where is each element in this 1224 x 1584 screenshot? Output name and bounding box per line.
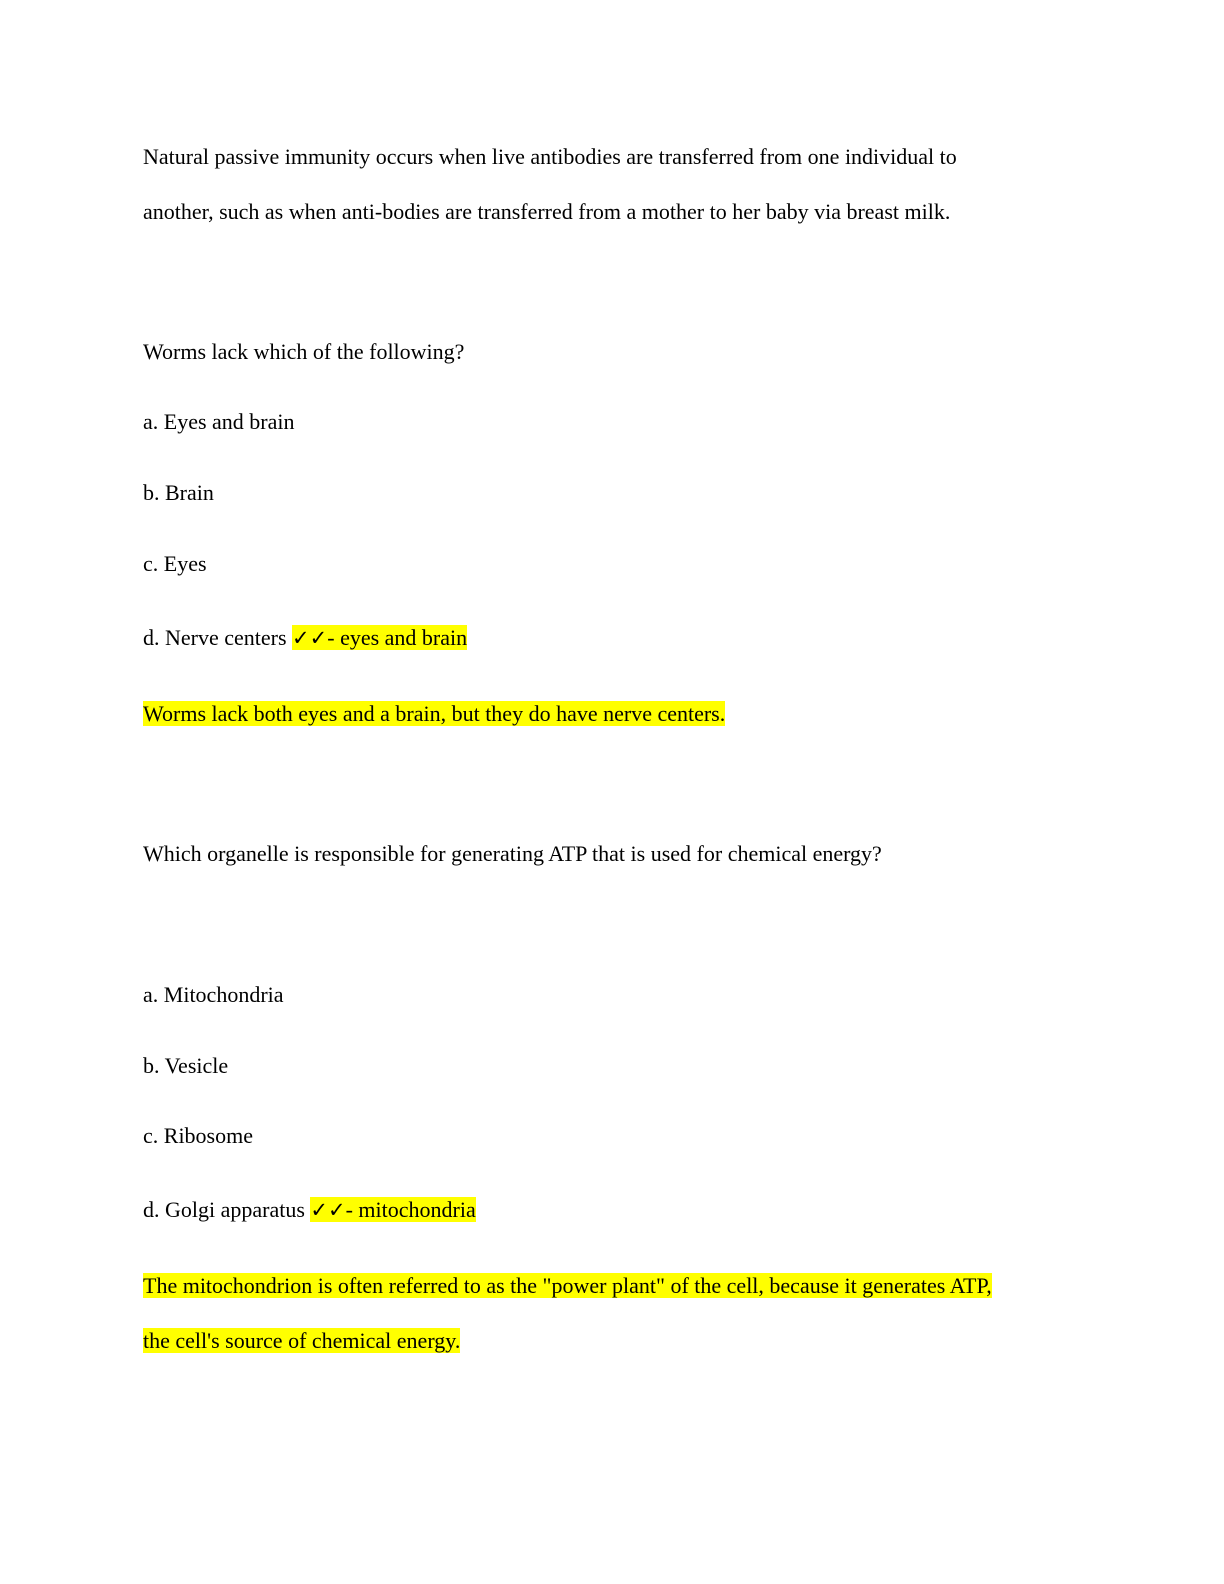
q1-option-c: c. Eyes — [143, 551, 207, 576]
q1-option-b: b. Brain — [143, 480, 214, 505]
intro-line-1: Natural passive immunity occurs when live antibodies are transferred from one individual to — [143, 144, 957, 169]
q2-explanation-line-2: the cell's source of chemical energy. — [143, 1328, 461, 1353]
q2-option-c: c. Ribosome — [143, 1123, 253, 1148]
q1-question: Worms lack which of the following? — [143, 339, 465, 364]
q2-answer-highlight — [310, 1197, 475, 1222]
q2-explanation-row-2 — [143, 1327, 460, 1355]
q2-explanation-row-1 — [143, 1272, 992, 1300]
q2-option-a: a. Mitochondria — [143, 982, 284, 1007]
q2-question: Which organelle is responsible for generating ATP that is used for chemical energy? — [143, 841, 882, 866]
q2-option-b: b. Vesicle — [143, 1053, 229, 1078]
q2-explanation-line-1: The mitochondrion is often referred to as the "power plant" of the cell, because it generates ATP, — [143, 1273, 992, 1298]
q1-answer-highlight — [292, 625, 467, 650]
q2-option-d: d. Golgi apparatus — [143, 1197, 305, 1222]
q1-option-a: a. Eyes and brain — [143, 409, 295, 434]
q2-answer: - mitochondria — [345, 1197, 476, 1222]
q1-option-d: d. Nerve centers — [143, 625, 287, 650]
q1-option-d-row — [143, 624, 467, 652]
check-mark-icon: ✓✓ — [292, 626, 328, 650]
check-mark-icon: ✓✓ — [310, 1198, 346, 1222]
q1-explanation: Worms lack both eyes and a brain, but they do have nerve centers. — [143, 701, 726, 726]
q2-option-d-row — [143, 1196, 476, 1224]
q1-answer: - eyes and brain — [327, 625, 468, 650]
q1-explanation-row — [143, 700, 725, 728]
intro-line-2: another, such as when anti-bodies are transferred from a mother to her baby via breast milk. — [143, 199, 951, 224]
